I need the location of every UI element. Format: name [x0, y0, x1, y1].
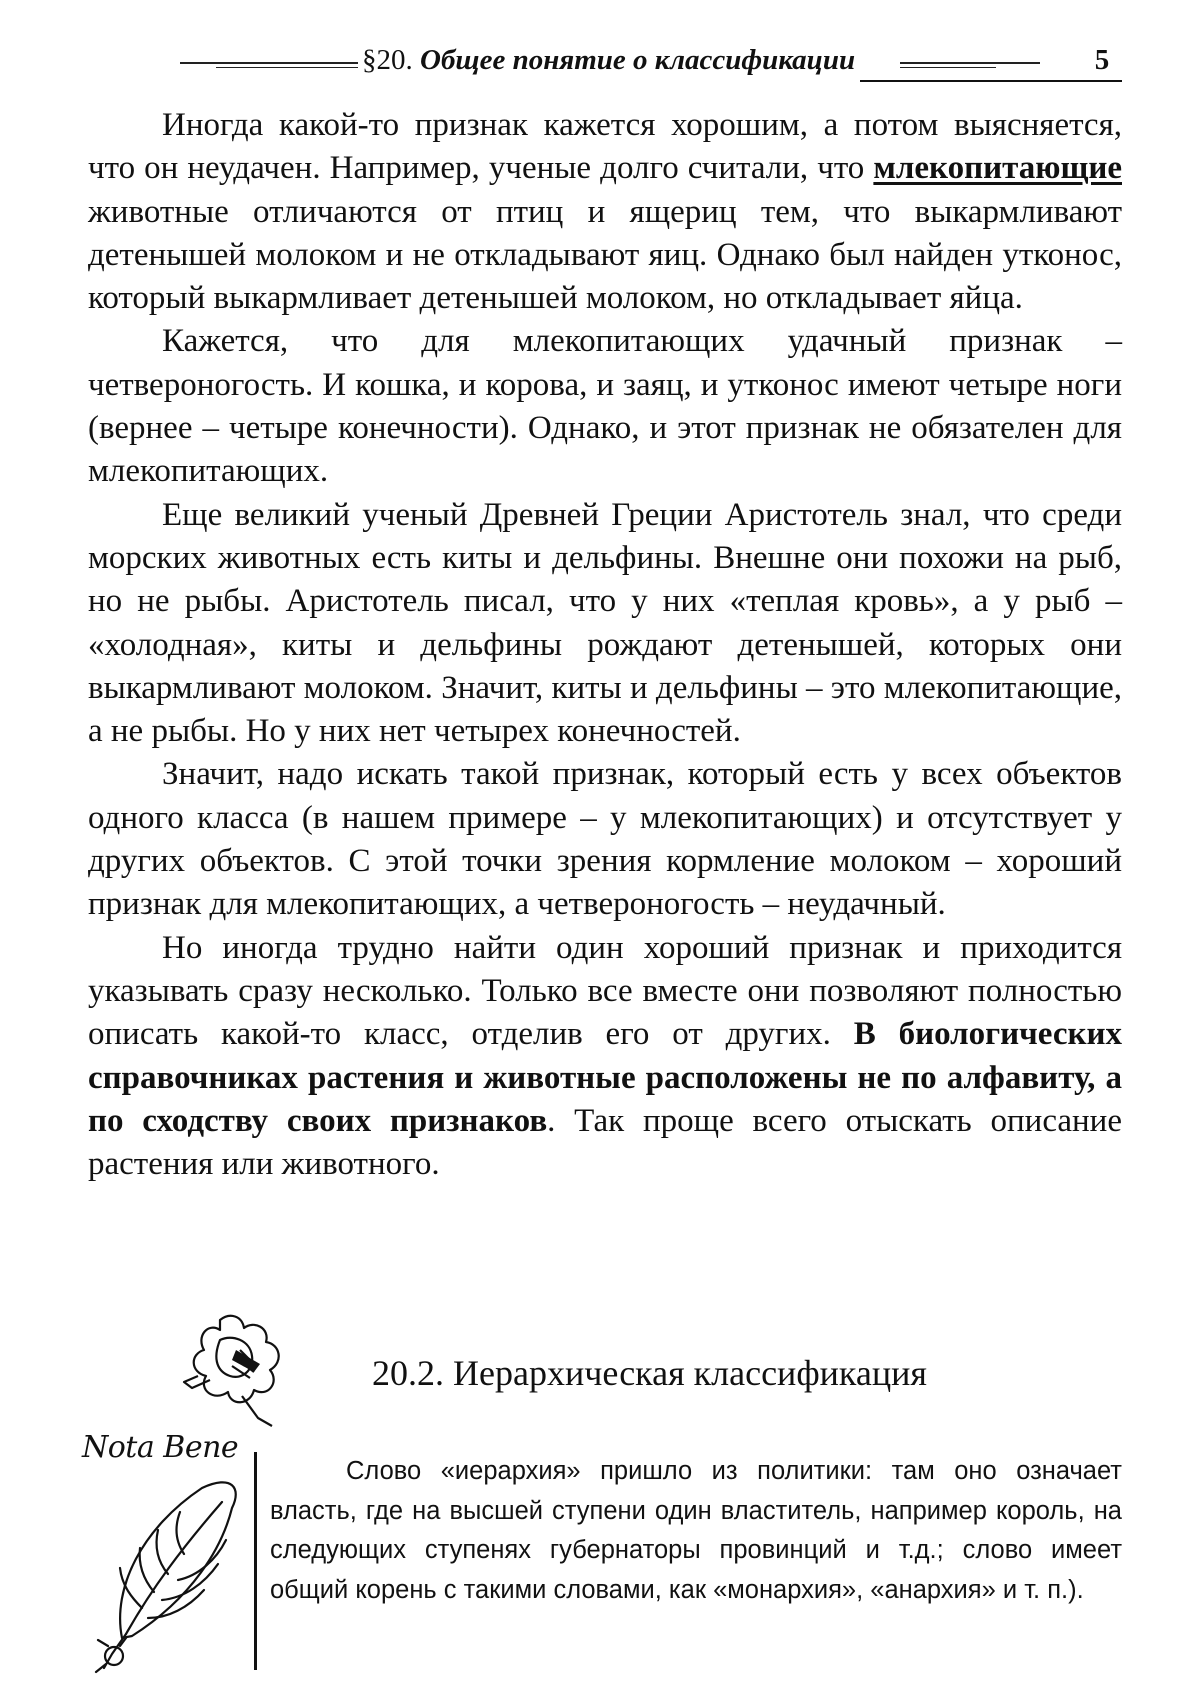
header-section-number: §20. — [362, 44, 413, 76]
nota-bene-label: Nota Bene — [82, 1430, 239, 1465]
header-section-title: Общее понятие о классификации — [420, 44, 856, 76]
leaf-icon — [92, 1468, 252, 1678]
paragraph-5 — [88, 927, 1122, 1187]
header-rule-right — [900, 62, 1040, 64]
paragraph-1-end: животные отличаются от птиц и ящериц тем, что выкармливают детенышей молоком и не откладывают яиц. Однако был найден утконос, который выкармливает детенышей молоком, но откладывает яйца. — [88, 193, 1122, 317]
paragraph-5-bold: В биологических справочниках растения и животные расположены не по алфавиту, а по сходству своих признаков — [88, 1016, 1123, 1139]
header-title — [362, 44, 855, 77]
body-text — [88, 104, 1122, 1186]
paragraph-5-end: . Так проще всего отыскать описание растения или животного. — [88, 1102, 1122, 1183]
header-rule-left — [180, 62, 358, 64]
page-number-rule — [860, 80, 1122, 82]
header-rule-left-thin — [216, 67, 358, 68]
flower-icon — [180, 1310, 300, 1430]
paragraph-1-start: Иногда какой-то признак кажется хорошим, а потом выясняется, что он неудачен. Например, ученые долго считали, что — [88, 107, 1122, 187]
paragraph-1 — [88, 104, 1122, 320]
paragraph-4: Значит, надо искать такой признак, который есть у всех объектов одного класса (в нашем примере – у млекопитающих) и отсутствует у других объектов. С этой точки зрения кормление молоком – хороший признак для млекопитающих, а четвероногость – неудачный. — [88, 756, 1122, 923]
paragraph-5-start: Но иногда трудно найти один хороший признак и приходится указывать сразу несколько. Только все вместе они позволяют полностью описать какой-то класс, отделив его от других. — [88, 929, 1122, 1053]
running-header — [180, 40, 1120, 84]
page-number: 5 — [1094, 44, 1110, 76]
header-rule-right-thin — [900, 67, 996, 68]
section-heading: 20.2. Иерархическая классификация — [372, 1353, 927, 1393]
term-mammals: млекопитающие — [873, 150, 1122, 187]
paragraph-3: Еще великий ученый Древней Греции Аристотель знал, что среди морских животных есть киты и дельфины. Внешне они похожи на рыб, но не рыбы. Аристотель писал, что у них «теплая кровь», а у рыб – «холодная», киты и дельфины рождают детенышей, которых они выкармливают молоком. Значит, киты и дельфины – это млекопитающие, а не рыбы. Но у них нет четырех конечностей. — [88, 496, 1122, 750]
nota-bene-paragraph: Слово «иерархия» пришло из политики: там оно означает власть, где на высшей ступени один властитель, например король, на следующих ступенях губернаторы провинций и т.д.; слово имеет общий корень с такими словами, как «монархия», «анархия» и т. п.). — [270, 1457, 1122, 1604]
nota-bene-text — [270, 1452, 1122, 1610]
nota-bene-bar — [254, 1452, 257, 1670]
paragraph-2: Кажется, что для млекопитающих удачный признак – четвероногость. И кошка, и корова, и заяц, и утконос имеют четыре ноги (вернее – четыре конечности). Однако, и этот признак не обязателен для млекопитающих. — [88, 323, 1122, 490]
